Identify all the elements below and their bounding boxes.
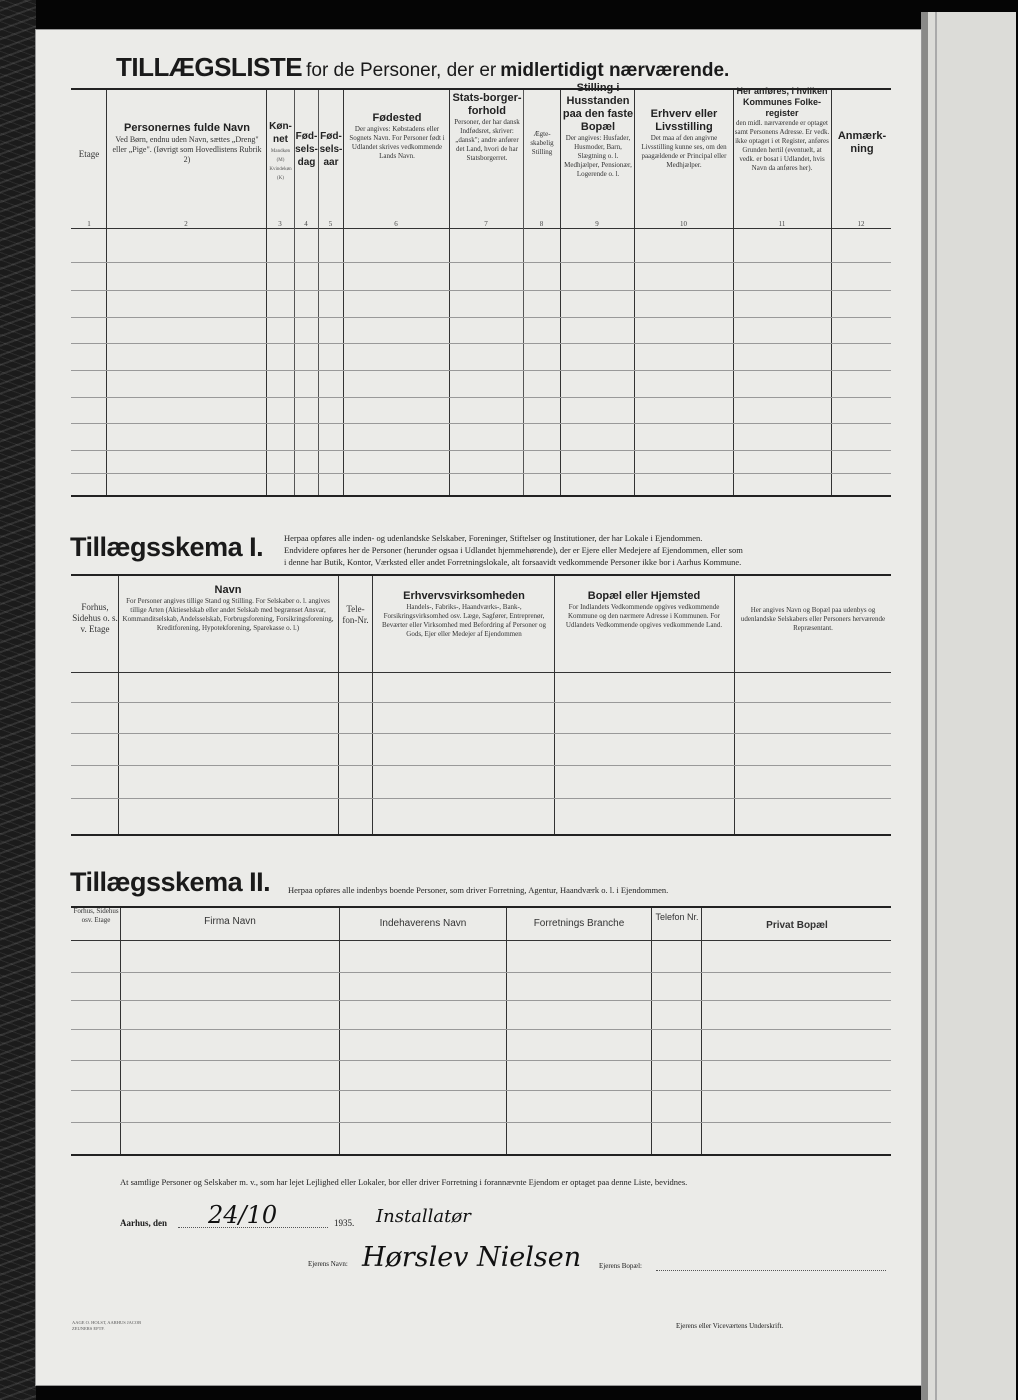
col-occupation: Erhverv eller Livsstilling Det maa af den angivne Livsstilling kunne ses, om den paagældende er Principal eller Medhjælper. <box>641 108 727 169</box>
schema2-intro: Herpaa opføres alle indenbys boende Personer, som driver Forretning, Agentur, Haandværk o. l. i Ejendommen. <box>288 885 669 895</box>
s2-col-private: Privat Bopæl <box>766 920 828 931</box>
s2-col-branch: Forretnings Branche <box>533 918 625 929</box>
main-title <box>116 52 916 83</box>
s1-col-name: Navn For Personer angives tillige Stand og Stilling. For Selskaber o. l. angives tillige Arten (Aktieselskab eller andet Selskab med begrænset Ansvar, Kommanditselskab, Andelsselskab, Forbrugsforening, Forsikringsforening, Kreditforening, Hypotekforening, Sparekasse o. l.) <box>122 584 334 632</box>
s1-col-etage: Forhus, Sidehus o. s. v. Etage <box>72 602 118 634</box>
s1-col-phone: Tele-fon-Nr. <box>342 604 369 625</box>
col-birthyear: Fød-sels-aar <box>319 131 343 168</box>
col-etage: Etage <box>78 149 100 159</box>
colnum-5: 5 <box>328 220 333 228</box>
col-gender: Køn-net Mandkøn (M) Kvindekøn (K) <box>269 121 292 181</box>
col-register: Her anføres, i hvilken Kommunes Folke-register den midl. nærværende er optaget samt Personens Adresse. Er vedk. ikke optaget i et Register, anføres Grunden hertil (eventuelt, at vedk. er bosat i Udlandet, hvis Navn da anføres her). <box>734 86 830 172</box>
title-end: midlertidigt nærværende. <box>500 60 730 81</box>
colnum-1: 1 <box>87 220 91 228</box>
colnum-10: 10 <box>680 220 687 228</box>
col-name: Personernes fulde Navn Ved Børn, endnu uden Navn, sættes „Dreng" eller „Pige". (Iøvrigt som Hovedlistens Rubrik 2) <box>112 122 262 164</box>
form-page <box>36 30 921 1385</box>
colnum-7: 7 <box>484 220 488 228</box>
s1-col-representative: Her angives Navn og Bopæl paa udenbys og udenlandske Selskabers eller Personers herværende Repræsentant. <box>740 606 886 632</box>
col-birthplace: Fødested Der angives: Købstadens eller Sognets Navn. For Personer født i Udlandet skrives vedkommende Lands Navn. <box>349 112 445 160</box>
owner-address-line <box>656 1270 886 1271</box>
date-handwritten: 24/10 <box>208 1201 278 1229</box>
printer-mark: AAGE O. HOLST, AARHUS JACOB ZEUNERS EFTF. <box>72 1320 142 1331</box>
page-fold <box>935 12 937 1400</box>
page-edge <box>921 12 928 1400</box>
s2-col-owner: Indehaverens Navn <box>379 918 467 929</box>
colnum-11: 11 <box>778 220 786 228</box>
certify-text: At samtlige Personer og Selskaber m. v., som har lejet Lejlighed eller Lokaler, bor eller driver Forretning i forannævnte Ejendom er optaget paa denne Liste, bevidnes. <box>120 1177 688 1187</box>
s2-col-firm: Firma Navn <box>204 916 256 927</box>
colnum-12: 12 <box>857 220 865 228</box>
owner-address-label: Ejerens Bopæl: <box>599 1262 642 1270</box>
occupation-handwritten: Installatør <box>376 1206 471 1227</box>
signature-label: Ejerens eller Viceværtens Underskrift. <box>676 1322 784 1330</box>
col-citizenship: Stats-borger-forhold Personer, der har dansk Indfødsret, skriver: „dansk"; andre anfører det Land, hvori de har Statsborgerret. <box>452 92 522 162</box>
colnum-3: 3 <box>278 220 282 228</box>
year-label: 1935. <box>334 1218 355 1228</box>
marbled-binding <box>0 0 36 1400</box>
title-middle: for de Personer, der er <box>306 60 497 81</box>
facing-page <box>928 12 1016 1400</box>
colnum-6: 6 <box>394 220 398 228</box>
schema1-intro: Herpaa opføres alle inden- og udenlandske Selskaber, Foreninger, Stiftelser og Institutioner, der har Lokale i Ejendommen. Endvidere opføres her de Personer (herunder ogsaa i Udlandet hjemmehørende), der er Ejere eller Medejere af Ejendommen, eller som i denne har Butik, Kontor, Værksted eller andet Forretningslokale, alt forsaavidt vedkommende Personer ikke bor i Aarhus Kommune. <box>284 533 743 567</box>
colnum-9: 9 <box>595 220 599 228</box>
title-bold: TILLÆGSLISTE <box>116 52 303 82</box>
col-household: Stilling i Husstanden paa den faste Bopæl Der angives: Husfader, Husmoder, Barn, Slægtning o. l. Medhjælper, Pensionær, Logerende o. l. <box>562 82 634 178</box>
s1-col-residence: Bopæl eller Hjemsted For Indlandets Vedkommende opgives vedkommende Kommune og den nærmere Adresse i Kommunen. For Udlandets Vedkommende opgives vedkommende Land. <box>565 590 723 629</box>
schema2-title: Tillægsskema II. <box>70 867 271 897</box>
schema1-title: Tillægsskema I. <box>70 532 264 562</box>
colnum-8: 8 <box>539 220 544 228</box>
s2-col-etage: Forhus, Sidehus osv. Etage <box>73 907 119 924</box>
s1-col-business: Erhvervsvirksomheden Handels-, Fabriks-, Haandværks-, Bank-, Forsikringsvirksomhed osv. Læge, Sagfører, Entreprenør, Beværter eller Virksomhed med Befordring af Personer og Gods, Ejer eller Medejer af Ejendommen <box>381 590 547 638</box>
owner-signature: Hørslev Nielsen <box>362 1242 582 1273</box>
owner-name-label: Ejerens Navn: <box>308 1260 348 1268</box>
s2-col-phone: Telefon Nr. <box>655 912 699 922</box>
col-marital: Ægte-skabelig Stilling <box>530 130 554 156</box>
place-label: Aarhus, den <box>120 1218 168 1228</box>
col-remark: Anmærk-ning <box>837 130 887 155</box>
colnum-2: 2 <box>184 220 188 228</box>
colnum-4: 4 <box>304 220 308 228</box>
col-birthday: Fød-sels-dag <box>295 131 318 168</box>
